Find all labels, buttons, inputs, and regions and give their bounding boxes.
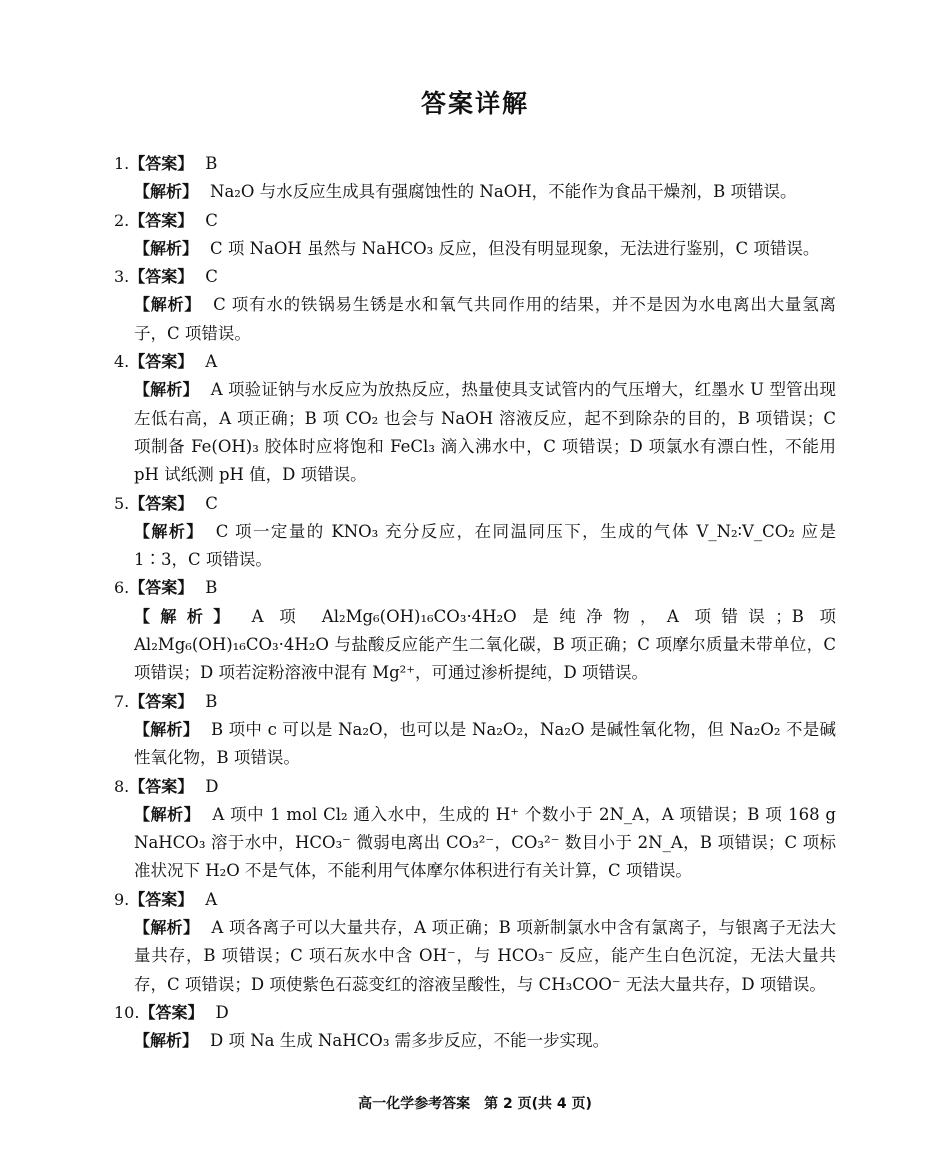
answer-tag: 【答案】 xyxy=(129,691,194,711)
answer-tag: 【答案】 xyxy=(129,578,194,598)
answer-value: A xyxy=(205,889,218,909)
item-number: 8. xyxy=(114,776,130,796)
page-footer: 高一化学参考答案 第 2 页(共 4 页) xyxy=(358,1096,592,1112)
answer-item xyxy=(114,348,836,489)
explanation-text: B 项中 c 可以是 Na₂O，也可以是 Na₂O₂，Na₂O 是碱性氧化物，但 Na₂O₂ 不是碱性氧化物，B 项错误。 xyxy=(134,719,836,768)
answer-item xyxy=(114,207,836,264)
explain-tag: 【解析】 xyxy=(134,295,202,315)
answer-tag: 【答案】 xyxy=(129,493,194,513)
explanation-text: C 项一定量的 KNO₃ 充分反应，在同温同压下，生成的气体 V_N₂∶V_CO₂ 应是 1∶3，C 项错误。 xyxy=(134,521,836,570)
answer-tag: 【答案】 xyxy=(129,776,194,796)
page-title: 答案详解 xyxy=(420,89,529,118)
answer-value: C xyxy=(205,210,218,230)
answer-tag: 【答案】 xyxy=(129,889,194,909)
item-number: 10. xyxy=(114,1002,140,1022)
answer-item xyxy=(114,490,836,575)
answer-item xyxy=(114,263,836,348)
explain-tag: 【解析】 xyxy=(134,380,199,400)
item-number: 6. xyxy=(114,578,130,598)
answer-value: C xyxy=(205,267,218,287)
explanation-text: C 项 NaOH 虽然与 NaHCO₃ 反应，但没有明显现象，无法进行鉴别，C 项错误。 xyxy=(210,238,820,258)
answer-value: D xyxy=(215,1002,229,1022)
answer-value: C xyxy=(205,493,218,513)
explanation-text: A 项验证钠与水反应为放热反应，热量使具支试管内的气压增大，红墨水 U 型管出现左低右高，A 项正确；B 项 CO₂ 也会与 NaOH 溶液反应，起不到除杂的目的，B 项错误；C 项制备 Fe(OH)₃ 胶体时应将饱和 FeCl₃ 滴入沸水中，C 项错误；D 项氯水有漂白性，不能用 pH 试纸测 pH 值，D 项错误。 xyxy=(134,380,836,485)
item-number: 4. xyxy=(114,352,130,372)
answer-value: B xyxy=(205,691,218,711)
answer-value: B xyxy=(205,578,218,598)
explain-tag: 【解析】 xyxy=(134,182,199,202)
answer-value: D xyxy=(205,776,219,796)
explain-tag: 【解析】 xyxy=(134,918,200,938)
item-number: 1. xyxy=(114,154,130,173)
explanation-text: A 项各离子可以大量共存，A 项正确；B 项新制氯水中含有氯离子，与银离子无法大量共存，B 项错误；C 项石灰水中含 OH⁻，与 HCO₃⁻ 反应，能产生白色沉淀，无法大量共存，C 项错误；D 项使紫色石蕊变红的溶液呈酸性，与 CH₃COO⁻ 无法大量共存，D 项错误。 xyxy=(134,918,836,994)
item-number: 3. xyxy=(114,267,130,287)
explain-tag: 【解析】 xyxy=(134,238,199,258)
answer-item xyxy=(114,773,836,886)
answer-tag: 【答案】 xyxy=(139,1002,204,1022)
item-number: 2. xyxy=(114,210,130,230)
answer-item xyxy=(114,999,836,1056)
answer-list xyxy=(114,150,836,1056)
answer-item xyxy=(114,574,836,687)
answer-item xyxy=(114,886,836,999)
answer-value: B xyxy=(205,154,218,173)
item-number: 7. xyxy=(114,691,130,711)
explanation-text: C 项有水的铁锅易生锈是水和氧气共同作用的结果，并不是因为水电离出大量氢离子，C 项错误。 xyxy=(134,295,836,343)
answer-tag: 【答案】 xyxy=(129,267,194,287)
explanation-text: Na₂O 与水反应生成具有强腐蚀性的 NaOH，不能作为食品干燥剂，B 项错误。 xyxy=(210,182,797,202)
explain-tag: 【解析】 xyxy=(134,521,204,541)
explanation-text: A 项 Al₂Mg₆(OH)₁₆CO₃·4H₂O 是纯净物，A 项错误；B 项 Al₂Mg₆(OH)₁₆CO₃·4H₂O 与盐酸反应能产生二氧化碳，B 项正确；C 项摩尔质量未带单位，C 项错误；D 项若淀粉溶液中混有 Mg²⁺，可通过渗析提纯，D 项错误。 xyxy=(134,606,836,683)
explain-tag: 【解析】 xyxy=(134,606,240,626)
explanation-text: A 项中 1 mol Cl₂ 通入水中，生成的 H⁺ 个数小于 2N_A，A 项错误；B 项 168 g NaHCO₃ 溶于水中，HCO₃⁻ 微弱电离出 CO₃²⁻，CO₃²⁻ 数目小于 2N_A，B 项错误；C 项标准状况下 H₂O 不是气体，不能利用气体摩尔体积进行有关计算，C 项错误。 xyxy=(134,804,836,881)
answer-tag: 【答案】 xyxy=(129,352,194,372)
explanation-text: D 项 Na 生成 NaHCO₃ 需多步反应，不能一步实现。 xyxy=(210,1031,610,1051)
answer-item xyxy=(114,688,836,773)
explain-tag: 【解析】 xyxy=(134,1031,199,1051)
answer-item xyxy=(114,150,836,207)
item-number: 5. xyxy=(114,493,130,513)
answer-tag: 【答案】 xyxy=(129,210,194,230)
answer-tag: 【答案】 xyxy=(129,154,194,173)
explain-tag: 【解析】 xyxy=(134,804,201,824)
explain-tag: 【解析】 xyxy=(134,719,200,739)
answer-value: A xyxy=(205,352,218,372)
item-number: 9. xyxy=(114,889,130,909)
